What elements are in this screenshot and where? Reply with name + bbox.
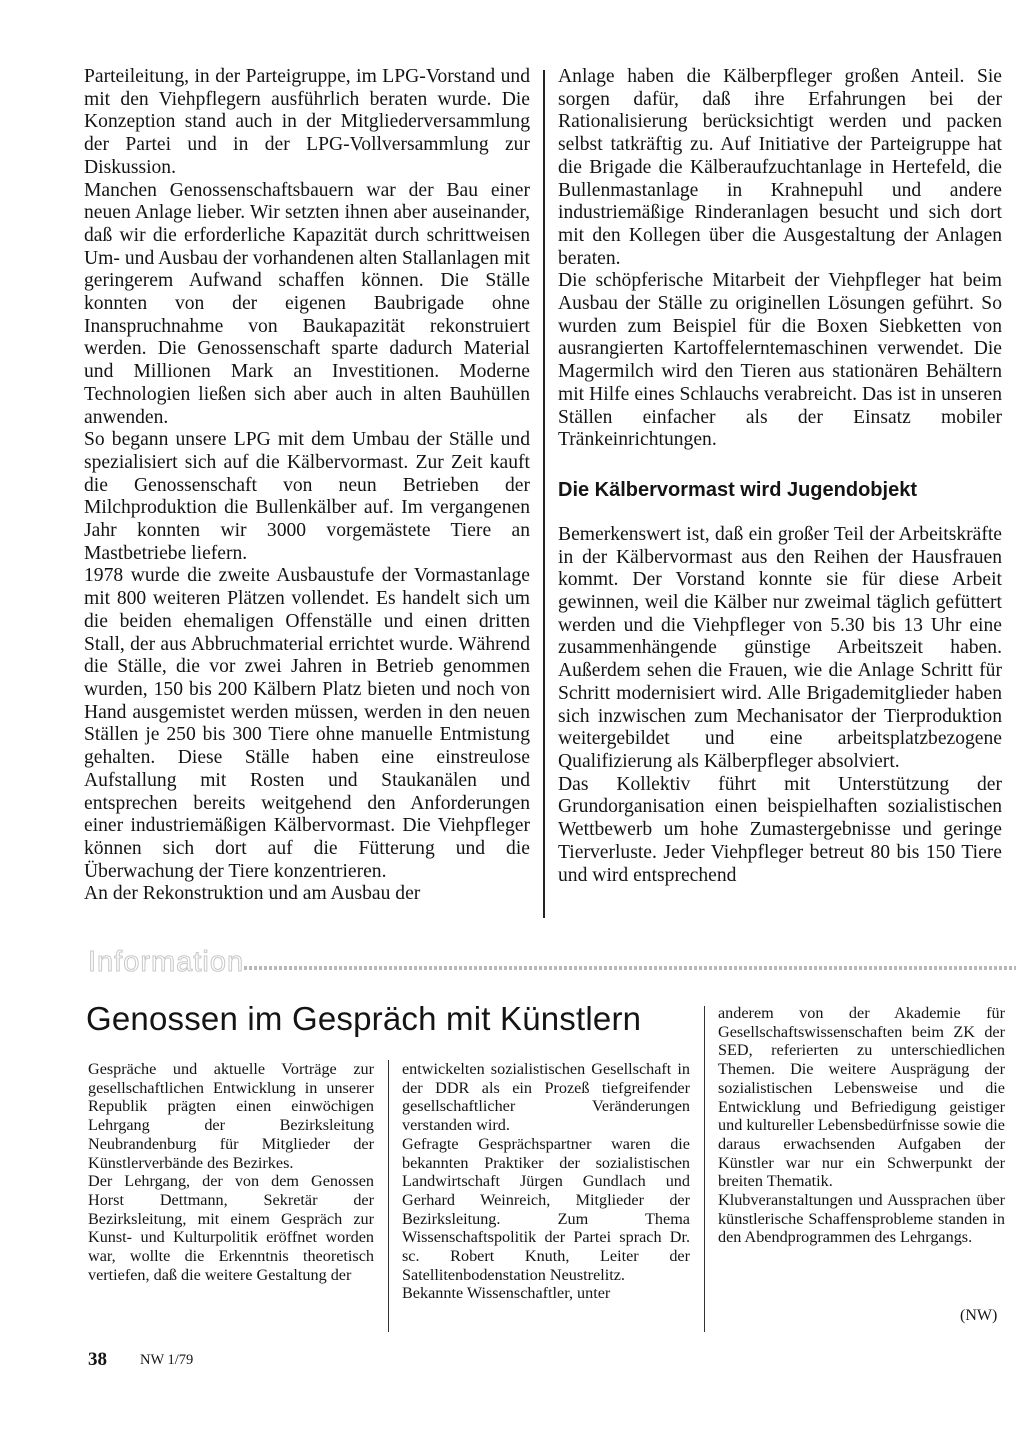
author-signature: (NW) — [960, 1307, 998, 1324]
section-subheading: Die Kälbervormast wird Jugendobjekt — [558, 478, 917, 501]
paragraph: Klubveranstaltungen und Aussprachen über künstlerische Schaffensprobleme standen in den Abendprogrammen des Lehrgangs. — [718, 1191, 1005, 1247]
paragraph: 1978 wurde die zweite Ausbaustufe der Vormastanlage mit 800 weiteren Plätzen vollendet. Es handelt sich um die beiden ehemaligen Offenställe und einen dritten Stall, der aus Abbruchmaterial errichtet wurde. Während die Ställe, die vor zwei Jahren in Betrieb genommen wurden, 150 bis 200 Kälbern Platz bieten und noch von Hand ausgemistet werden müssen, werden in den neuen Ställen je 250 bis 300 Tiere ohne manuelle Entmistung gehalten. Diese Ställe haben eine einstreulose Aufstallung mit Rosten und Staukanälen und entsprechen bereits weitgehend den Anforderungen einer industriemäßigen Kälbervormast. Die Viehpfleger können sich dort auf die Fütterung und die Überwachung der Tiere konzentrieren. — [84, 565, 530, 882]
paragraph: So begann unsere LPG mit dem Umbau der Ställe und spezialisiert sich auf die Kälbervormast. Zur Zeit kauft die Genossenschaft von neun Betrieben der Milchproduktion die Bullenkälber auf. Im vergangenen Jahr konnten wir 3000 vorgemästete Tiere an Mastbetriebe liefern. — [84, 429, 530, 564]
paragraph: Anlage haben die Kälberpfleger großen Anteil. Sie sorgen dafür, daß ihre Erfahrungen bei der Rationalisierung berücksichtigt werden und packen selbst tatkräftig zu. Auf Initiative der Parteigruppe hat die Brigade die Kälberaufzuchtanlage in Hertefeld, die Bullenmastanlage in Krahnepuhl und andere industriemäßige Rinderanlagen besucht und sich dort mit den Kollegen über die Ausgestaltung der Anlagen beraten. — [558, 66, 1002, 269]
paragraph: An der Rekonstruktion und am Ausbau der — [84, 883, 421, 905]
column-divider — [543, 70, 545, 918]
article-bottom-column-2 — [402, 1060, 690, 1303]
paragraph: Die schöpferische Mitarbeit der Viehpfleger hat beim Ausbau der Ställe zu originellen Lösungen geführt. So wurden zum Beispiel für die Boxen Siebketten von ausrangierten Kartoffelerntemaschinen verwendet. Die Magermilch wird den Tieren aus stationären Behältern mit Hilfe eines Schlauchs verabreicht. Das ist in unseren Ställen einfacher als der Einsatz mobiler Tränkeinrichtungen. — [558, 270, 1002, 451]
issue-label: NW 1/79 — [140, 1352, 194, 1368]
article-bottom-column-3 — [718, 1004, 1005, 1247]
column-divider — [704, 1006, 705, 1332]
paragraph: Das Kollektiv führt mit Unterstützung der Grundorganisation einen beispielhaften sozialistischen Wettbewerb um hohe Zumastergebnisse und geringe Tierverluste. Jeder Viehpfleger betreut 80 bis 150 Tiere und wird entsprechend — [558, 773, 1002, 886]
article-top-right-column — [558, 66, 1002, 887]
paragraph: Bekannte Wissenschaftler, unter — [402, 1284, 611, 1303]
column-divider — [388, 1060, 389, 1332]
section-divider-rule — [244, 966, 1016, 970]
paragraph: Gespräche und aktuelle Vorträge zur gesellschaftlichen Entwicklung in unserer Republik prägten einen einwöchigen Lehrgang der Bezirksleitung Neubrandenburg für Mitglieder der Künstlerverbände des Bezirkes. — [88, 1060, 374, 1172]
paragraph: Bemerkenswert ist, daß ein großer Teil der Arbeitskräfte in der Kälbervormast aus den Reihen der Hausfrauen kommt. Der Vorstand konnte sie für diese Arbeit gewinnen, weil die Kälber nur zweimal täglich gefüttert werden und die Viehpfleger von 5.30 bis 13 Uhr eine zusammenhängende günstige Arbeitszeit haben. Außerdem sehen die Frauen, wie die Anlage Schritt für Schritt modernisiert wird. Alle Brigademitglieder haben sich inzwischen zum Mechanisator der Tierproduktion weitergebildet und eine arbeitsplatzbezogene Qualifizierung als Kälberpfleger absolviert. — [558, 523, 1002, 772]
article-top-left-column — [84, 66, 530, 906]
paragraph: Parteileitung, in der Parteigruppe, im LPG-Vorstand und mit den Viehpflegern ausführlich beraten wurde. Die Konzeption stand auch in der Mitgliederversammlung der Partei und in der LPG-Vollversammlung zur Diskussion. — [84, 66, 530, 178]
section-label-information: Information — [88, 946, 245, 978]
paragraph: anderem von der Akademie für Gesellschaftswissenschaften beim ZK der SED, referierten zu unterschiedlichen Themen. Die weitere Ausprägung der sozialistischen Lebensweise und die Entwicklung und Befriedigung geistiger und kultureller Lebensbedürfnisse sowie die daraus erwachsenden Aufgaben der Künstler war nur ein Schwerpunkt der breiten Thematik. — [718, 1004, 1005, 1191]
paragraph: Der Lehrgang, der von dem Genossen Horst Dettmann, Sekretär der Bezirksleitung, mit einem Gespräch zur Kunst- und Kulturpolitik eröffnet worden war, wollte die Erkenntnis theoretisch vertiefen, daß die weitere Gestaltung der — [88, 1172, 374, 1284]
paragraph: Gefragte Gesprächspartner waren die bekannten Praktiker der sozialistischen Landwirtschaft Jürgen Gundlach und Gerhard Weinreich, Mitglieder der Bezirksleitung. Zum Thema Wissenschaftspolitik der Partei sprach Dr. sc. Robert Knuth, Leiter der Satellitenbodenstation Neustrelitz. — [402, 1134, 690, 1284]
paragraph: entwickelten sozialistischen Gesellschaft in der DDR als ein Prozeß tiefgreifender gesellschaftlicher Veränderungen verstanden wird. — [402, 1060, 690, 1135]
page-number: 38 — [88, 1349, 107, 1370]
paragraph: Manchen Genossenschaftsbauern war der Bau einer neuen Anlage lieber. Wir setzten ihnen aber auseinander, daß wir die erforderliche Kapazität durch schrittweisen Um- und Ausbau der vorhandenen alten Stallanlagen mit geringerem Aufwand schaffen können. Die Ställe konnten von der eigenen Baubrigade ohne Inanspruchnahme von Baukapazität rekonstruiert werden. Die Genossenschaft sparte dadurch Material und Millionen Mark an Investitionen. Moderne Technologien ließen sich aber auch in alten Bauhüllen anwenden. — [84, 179, 530, 428]
article-headline: Genossen im Gespräch mit Künstlern — [86, 1000, 642, 1037]
article-bottom-column-1 — [88, 1060, 374, 1284]
